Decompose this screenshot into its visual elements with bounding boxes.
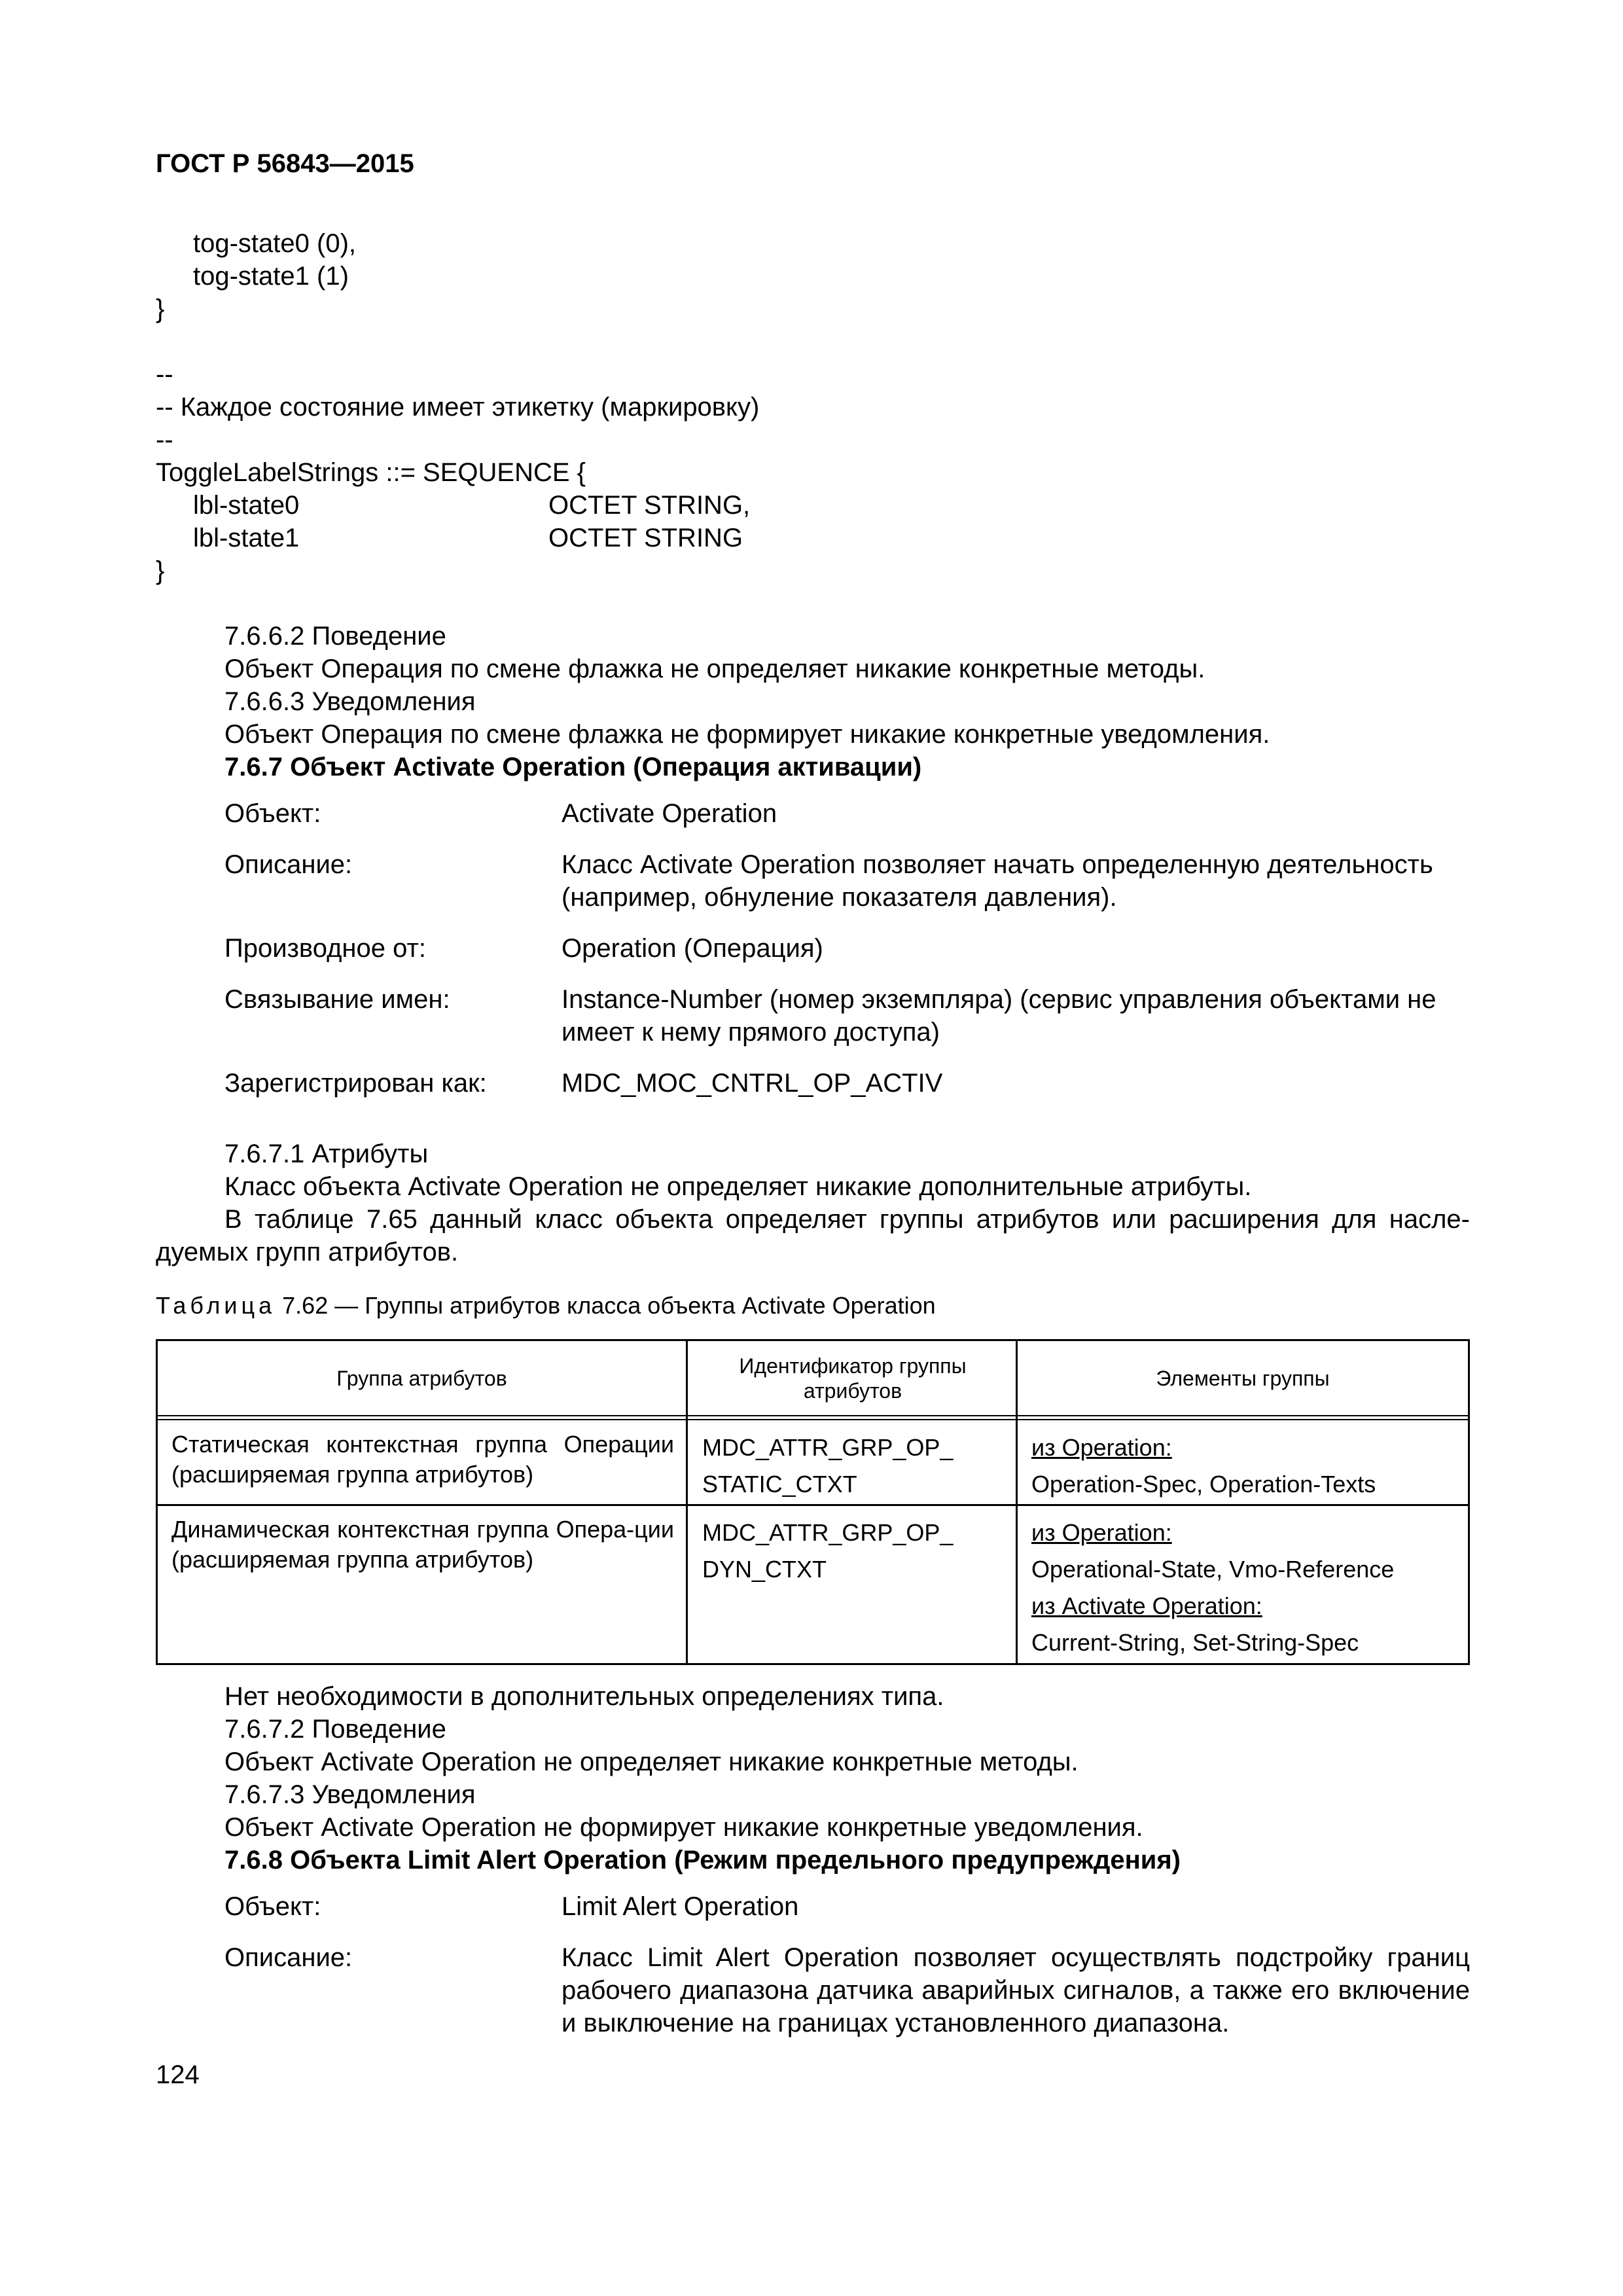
document-standard-header: ГОСТ Р 56843—2015 [156, 149, 414, 178]
section-heading-7672: 7.6.7.2 Поведение [224, 1715, 446, 1744]
section-heading-7671: 7.6.7.1 Атрибуты [224, 1139, 429, 1168]
section-heading-7663: 7.6.6.3 Уведомления [224, 687, 476, 716]
table-cell-elements [1031, 1429, 1376, 1503]
code-comment: -- Каждое состояние имеет этикетку (маркировку) [156, 393, 760, 422]
table-caption-text: 7.62 — Группы атрибутов класса объекта Activate Operation [276, 1292, 936, 1319]
table-header-elements: Элементы группы [1156, 1366, 1330, 1390]
table-header-group: Группа атрибутов [336, 1366, 507, 1390]
table-cell-group: Динамическая контекстная группа Опера-ции (расширяемая группа атрибутов) [171, 1516, 674, 1573]
table-cell-elements [1031, 1515, 1394, 1661]
definition-value: Operation (Операция) [562, 934, 823, 963]
element-source: из Activate Operation: [1031, 1592, 1262, 1619]
definition-label: Объект: [224, 799, 321, 828]
section-text-7671-2: В таблице 7.65 данный класс объекта определяет группы атрибутов или расширения для насле-дуемых групп атрибутов. [156, 1205, 1470, 1266]
element-list: Operation-Spec, Operation-Texts [1031, 1471, 1376, 1498]
element-source: из Operation: [1031, 1434, 1172, 1461]
element-source: из Operation: [1031, 1519, 1172, 1546]
section-text-7673: Объект Activate Operation не формирует никакие конкретные уведомления. [224, 1813, 1143, 1842]
code-line: } [156, 295, 165, 323]
identifier-line: MDC_ATTR_GRP_OP_ [702, 1519, 954, 1546]
code-declaration: ToggleLabelStrings ::= SEQUENCE { [156, 458, 586, 487]
section-heading-767: 7.6.7 Объект Activate Operation (Операция активации) [224, 753, 922, 781]
definition-value: MDC_MOC_CNTRL_OP_ACTIV [562, 1069, 943, 1098]
section-heading-7673: 7.6.7.3 Уведомления [224, 1780, 476, 1809]
identifier-line: STATIC_CTXT [702, 1471, 857, 1498]
definition-label: Объект: [224, 1892, 321, 1921]
section-text-7672: Объект Activate Operation не определяет никакие конкретные методы. [224, 1748, 1079, 1776]
table-caption [156, 1291, 936, 1320]
code-line: -- [156, 425, 173, 454]
table-cell-identifier [702, 1515, 953, 1588]
note-text: Нет необходимости в дополнительных определениях типа. [224, 1682, 944, 1711]
code-field-name: lbl-state0 [193, 491, 300, 520]
section-text-7671-1: Класс объекта Activate Operation не определяет никакие дополнительные атрибуты. [224, 1172, 1252, 1201]
code-line: tog-state0 (0), [193, 229, 357, 258]
code-field-type: OCTET STRING [548, 524, 743, 552]
definition-label: Зарегистрирован как: [224, 1069, 487, 1098]
code-field-type: OCTET STRING, [548, 491, 751, 520]
section-heading-7662: 7.6.6.2 Поведение [224, 622, 446, 651]
definition-label: Связывание имен: [224, 985, 450, 1014]
code-line: -- [156, 360, 173, 389]
page-number: 124 [156, 2060, 200, 2089]
definition-value: Activate Operation [562, 799, 777, 828]
attribute-groups-table [156, 1339, 1470, 1665]
table-caption-prefix: Таблица [156, 1292, 276, 1319]
code-line: tog-state1 (1) [193, 262, 349, 291]
table-header-identifier: Идентификатор группы атрибутов [739, 1354, 967, 1403]
definition-value: Instance-Number (номер экземпляра) (сервис управления объектами не имеет к нему прямого доступа) [562, 985, 1436, 1047]
identifier-line: DYN_CTXT [702, 1556, 827, 1583]
section-text-7662: Объект Операция по смене флажка не определяет никакие конкретные методы. [224, 655, 1205, 683]
definition-label: Описание: [224, 850, 353, 879]
definition-value: Limit Alert Operation [562, 1892, 799, 1921]
table-cell-identifier [702, 1429, 953, 1503]
definition-label: Описание: [224, 1943, 353, 1972]
definition-value: Класс Limit Alert Operation позволяет осуществлять подстройку границ рабочего диапазона датчика аварийных сигналов, а также его включение и выключение на границах установленного диапазона. [562, 1943, 1470, 2037]
section-heading-768: 7.6.8 Объекта Limit Alert Operation (Режим предельного предупреждения) [224, 1846, 1181, 1874]
identifier-line: MDC_ATTR_GRP_OP_ [702, 1434, 954, 1461]
element-list: Current-String, Set-String-Spec [1031, 1629, 1359, 1656]
section-text-7663: Объект Операция по смене флажка не формирует никакие конкретные уведомления. [224, 720, 1270, 749]
definition-label: Производное от: [224, 934, 426, 963]
code-line: } [156, 556, 165, 585]
table-cell-group: Статическая контекстная группа Операции (расширяемая группа атрибутов) [171, 1431, 674, 1488]
code-field-name: lbl-state1 [193, 524, 300, 552]
element-list: Operational-State, Vmo-Reference [1031, 1556, 1395, 1583]
definition-value: Класс Activate Operation позволяет начать определенную деятельность (например, обнуление показателя давления). [562, 850, 1433, 912]
